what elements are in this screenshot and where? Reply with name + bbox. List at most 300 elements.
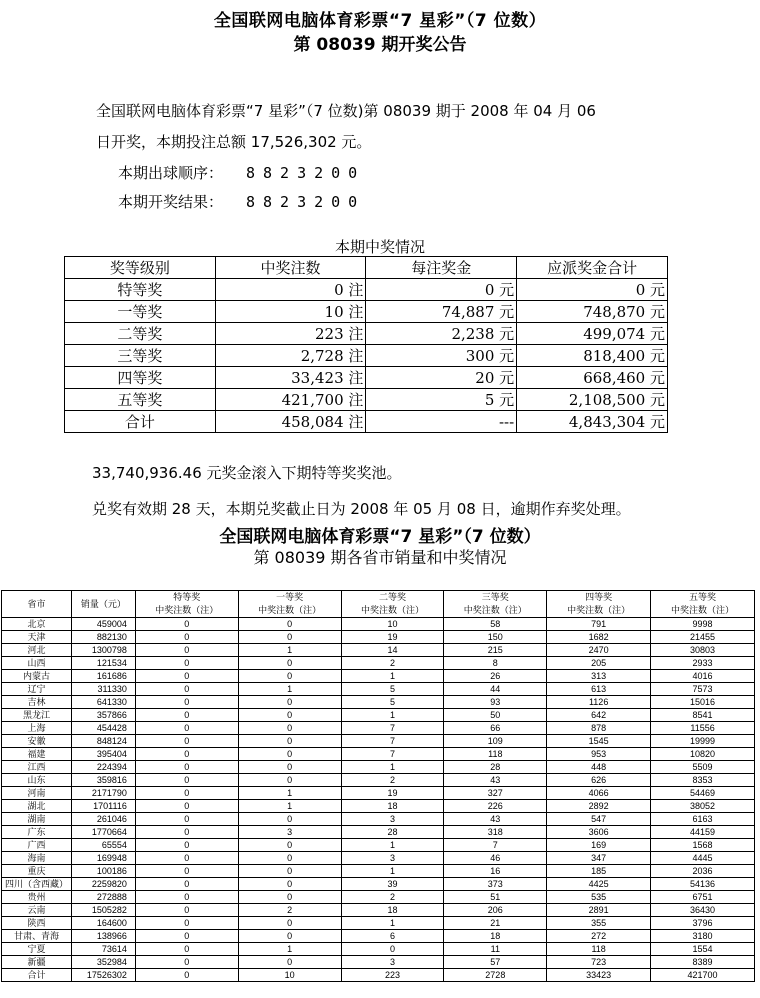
- prov-level-5: 1554: [651, 943, 755, 956]
- prize-row: [65, 301, 668, 323]
- prov-level-2: 1: [341, 761, 444, 774]
- prov-level-5: 6163: [651, 813, 755, 826]
- prov-level-5: 2036: [651, 865, 755, 878]
- prov-sales: 357866: [71, 709, 135, 722]
- prov-level-0: 0: [135, 657, 238, 670]
- prov-level-0: 0: [135, 969, 238, 982]
- prov-level-3: 118: [444, 748, 547, 761]
- prov-sales: 100186: [71, 865, 135, 878]
- prov-level-1: 0: [238, 670, 341, 683]
- prov-level-2: 2: [341, 657, 444, 670]
- prov-level-4: 1545: [547, 735, 651, 748]
- prize-total: 2,108,500 元: [517, 389, 668, 411]
- prov-level-3: 26: [444, 670, 547, 683]
- prize-amount: 74,887 元: [366, 301, 517, 323]
- prize-row: [65, 279, 668, 301]
- prov-level-5: 8389: [651, 956, 755, 969]
- prize-total: 4,843,304 元: [517, 411, 668, 433]
- prov-sales: 395404: [71, 748, 135, 761]
- prov-sales: 359816: [71, 774, 135, 787]
- prov-level-0: 0: [135, 774, 238, 787]
- prov-level-3: 226: [444, 800, 547, 813]
- province-row: [2, 956, 755, 969]
- announcement-issue-title: 第 08039 期开奖公告: [293, 35, 467, 55]
- prov-name: 辽宁: [2, 683, 72, 696]
- prov-name: 吉林: [2, 696, 72, 709]
- province-table-header: [2, 591, 755, 618]
- draw-order-row: [118, 162, 365, 183]
- prov-level-2: 3: [341, 852, 444, 865]
- prov-level-4: 2892: [547, 800, 651, 813]
- prov-level-2: 10: [341, 618, 444, 631]
- prize-header-amount: 每注奖金: [366, 257, 517, 279]
- prov-level-2: 2: [341, 891, 444, 904]
- prov-level-1: 0: [238, 917, 341, 930]
- prov-level-4: 626: [547, 774, 651, 787]
- prize-amount: 5 元: [366, 389, 517, 411]
- prov-sales: 121534: [71, 657, 135, 670]
- prov-level-0: 0: [135, 839, 238, 852]
- prov-sales: 311330: [71, 683, 135, 696]
- prov-level-0: 0: [135, 943, 238, 956]
- prize-total: 0 元: [517, 279, 668, 301]
- prize-total: 668,460 元: [517, 367, 668, 389]
- prov-header-level: [135, 591, 238, 618]
- prize-level: 三等奖: [65, 345, 216, 367]
- prize-count: 10 注: [215, 301, 366, 323]
- province-row: [2, 891, 755, 904]
- prov-level-4: 169: [547, 839, 651, 852]
- prov-level-1: 0: [238, 735, 341, 748]
- prov-level-4: 4066: [547, 787, 651, 800]
- province-row: [2, 722, 755, 735]
- prov-sales: 2171790: [71, 787, 135, 800]
- prov-header-level: [547, 591, 651, 618]
- prov-level-4: 2891: [547, 904, 651, 917]
- prov-sales: 1701116: [71, 800, 135, 813]
- prov-level-1: 0: [238, 618, 341, 631]
- prov-name: 海南: [2, 852, 72, 865]
- prize-amount: 0 元: [366, 279, 517, 301]
- draw-order-label: 本期出球顺序：: [118, 164, 224, 182]
- province-row: [2, 670, 755, 683]
- prov-level-4: 723: [547, 956, 651, 969]
- prize-amount: 20 元: [366, 367, 517, 389]
- prov-level-5: 9998: [651, 618, 755, 631]
- prize-level: 二等奖: [65, 323, 216, 345]
- prov-name: 广西: [2, 839, 72, 852]
- prov-name: 上海: [2, 722, 72, 735]
- prov-level-0: 0: [135, 826, 238, 839]
- prov-level-4: 205: [547, 657, 651, 670]
- prov-name: 四川（含西藏）: [2, 878, 72, 891]
- prize-row: [65, 323, 668, 345]
- prize-table-body: [65, 279, 668, 433]
- prov-header-level-name: 三等奖: [481, 592, 509, 602]
- prize-count: 33,423 注: [215, 367, 366, 389]
- prov-sales: 2259820: [71, 878, 135, 891]
- prov-sales: 882130: [71, 631, 135, 644]
- prov-level-3: 43: [444, 813, 547, 826]
- prov-level-1: 0: [238, 696, 341, 709]
- prov-level-0: 0: [135, 761, 238, 774]
- redeem-note: 兑奖有效期 28 天，本期兑奖截止日为 2008 年 05 月 08 日，逾期作弃奖处理。: [92, 500, 631, 518]
- prov-sales: 641330: [71, 696, 135, 709]
- prov-name: 内蒙古: [2, 670, 72, 683]
- prov-level-4: 1126: [547, 696, 651, 709]
- prov-level-1: 0: [238, 878, 341, 891]
- prize-level: 特等奖: [65, 279, 216, 301]
- prov-level-0: 0: [135, 722, 238, 735]
- prov-level-5: 4445: [651, 852, 755, 865]
- province-row: [2, 618, 755, 631]
- prize-total: 499,074 元: [517, 323, 668, 345]
- province-row: [2, 748, 755, 761]
- prize-level: 一等奖: [65, 301, 216, 323]
- prov-level-2: 5: [341, 683, 444, 696]
- prov-name: 山西: [2, 657, 72, 670]
- province-row: [2, 800, 755, 813]
- prov-level-4: 355: [547, 917, 651, 930]
- province-row: [2, 865, 755, 878]
- prov-sales: 848124: [71, 735, 135, 748]
- prov-header-level: [341, 591, 444, 618]
- prov-sales: 272888: [71, 891, 135, 904]
- prov-level-3: 21: [444, 917, 547, 930]
- prov-header-sub: 中奖注数（注）: [567, 605, 631, 615]
- prov-level-0: 0: [135, 813, 238, 826]
- prov-level-0: 0: [135, 748, 238, 761]
- prov-level-4: 347: [547, 852, 651, 865]
- province-row: [2, 631, 755, 644]
- prov-level-2: 223: [341, 969, 444, 982]
- prov-level-5: 11556: [651, 722, 755, 735]
- prov-level-3: 327: [444, 787, 547, 800]
- prov-level-4: 613: [547, 683, 651, 696]
- prize-count: 458,084 注: [215, 411, 366, 433]
- prov-level-3: 43: [444, 774, 547, 787]
- province-table-body: [2, 618, 755, 982]
- prov-level-4: 313: [547, 670, 651, 683]
- prov-level-3: 51: [444, 891, 547, 904]
- prov-name: 福建: [2, 748, 72, 761]
- prov-level-5: 30803: [651, 644, 755, 657]
- prov-level-1: 2: [238, 904, 341, 917]
- prov-level-4: 4425: [547, 878, 651, 891]
- prov-name: 湖北: [2, 800, 72, 813]
- prov-level-0: 0: [135, 930, 238, 943]
- prov-header-level-name: 二等奖: [378, 592, 406, 602]
- province-row: [2, 774, 755, 787]
- prov-level-0: 0: [135, 852, 238, 865]
- prov-sales: 1505282: [71, 904, 135, 917]
- prov-level-3: 28: [444, 761, 547, 774]
- prov-level-0: 0: [135, 865, 238, 878]
- prov-level-2: 14: [341, 644, 444, 657]
- prov-name: 北京: [2, 618, 72, 631]
- prov-header-sub: 中奖注数（注）: [360, 605, 424, 615]
- prov-level-3: 93: [444, 696, 547, 709]
- prize-table-header: [65, 257, 668, 279]
- prov-header-level-name: 五等奖: [689, 592, 717, 602]
- prov-level-2: 19: [341, 787, 444, 800]
- prov-sales: 459004: [71, 618, 135, 631]
- prov-name: 湖南: [2, 813, 72, 826]
- prov-level-3: 8: [444, 657, 547, 670]
- intro-line-2: 日开奖，本期投注总额 17,526,302 元。: [96, 133, 372, 151]
- province-row: [2, 839, 755, 852]
- prov-level-2: 19: [341, 631, 444, 644]
- prov-level-5: 6751: [651, 891, 755, 904]
- prov-name: 宁夏: [2, 943, 72, 956]
- prize-total: 818,400 元: [517, 345, 668, 367]
- prov-name: 甘肃、青海: [2, 930, 72, 943]
- province-row: [2, 813, 755, 826]
- prov-sales: 169948: [71, 852, 135, 865]
- prov-level-1: 10: [238, 969, 341, 982]
- prov-level-3: 16: [444, 865, 547, 878]
- prov-header-level: [238, 591, 341, 618]
- prov-level-3: 46: [444, 852, 547, 865]
- prov-level-0: 0: [135, 904, 238, 917]
- prov-level-2: 3: [341, 813, 444, 826]
- prov-level-0: 0: [135, 631, 238, 644]
- draw-result-label: 本期开奖结果：: [118, 193, 224, 211]
- prov-level-2: 3: [341, 956, 444, 969]
- prov-header-sub: 中奖注数（注）: [155, 605, 219, 615]
- prov-name: 广东: [2, 826, 72, 839]
- prov-level-3: 373: [444, 878, 547, 891]
- prov-level-1: 0: [238, 761, 341, 774]
- rollover-note: 33,740,936.46 元奖金滚入下期特等奖奖池。: [92, 464, 402, 482]
- prize-total: 748,870 元: [517, 301, 668, 323]
- prov-level-2: 5: [341, 696, 444, 709]
- prize-amount: ---: [366, 411, 517, 433]
- prov-level-3: 7: [444, 839, 547, 852]
- prov-header-level: [651, 591, 755, 618]
- province-row: [2, 826, 755, 839]
- prov-level-1: 0: [238, 657, 341, 670]
- prov-level-5: 4016: [651, 670, 755, 683]
- prov-name: 山东: [2, 774, 72, 787]
- intro-line-1: 全国联网电脑体育彩票“7 星彩”（7 位数)第 08039 期于 2008 年 04 月 06: [96, 102, 596, 120]
- prov-level-1: 0: [238, 631, 341, 644]
- prov-level-2: 1: [341, 670, 444, 683]
- prov-level-2: 1: [341, 839, 444, 852]
- prov-level-4: 878: [547, 722, 651, 735]
- prov-level-3: 318: [444, 826, 547, 839]
- prize-header-level: 奖等级别: [65, 257, 216, 279]
- prov-name: 新疆: [2, 956, 72, 969]
- prov-level-3: 50: [444, 709, 547, 722]
- province-row: [2, 969, 755, 982]
- province-row: [2, 852, 755, 865]
- prov-header-level-name: 一等奖: [276, 592, 304, 602]
- prize-count: 2,728 注: [215, 345, 366, 367]
- prov-level-2: 39: [341, 878, 444, 891]
- prov-level-1: 1: [238, 644, 341, 657]
- prov-level-4: 642: [547, 709, 651, 722]
- prov-level-1: 0: [238, 709, 341, 722]
- prov-level-1: 0: [238, 774, 341, 787]
- prize-header-count: 中奖注数: [215, 257, 366, 279]
- prov-level-5: 54136: [651, 878, 755, 891]
- prov-level-3: 58: [444, 618, 547, 631]
- prize-count: 0 注: [215, 279, 366, 301]
- prov-level-5: 3180: [651, 930, 755, 943]
- prov-level-5: 421700: [651, 969, 755, 982]
- prov-level-0: 0: [135, 891, 238, 904]
- prov-level-1: 1: [238, 800, 341, 813]
- prov-name: 河南: [2, 787, 72, 800]
- prov-level-4: 535: [547, 891, 651, 904]
- prov-level-5: 21455: [651, 631, 755, 644]
- prov-level-1: 0: [238, 930, 341, 943]
- prov-level-5: 1568: [651, 839, 755, 852]
- prov-sales: 1300798: [71, 644, 135, 657]
- prize-count: 223 注: [215, 323, 366, 345]
- province-row: [2, 761, 755, 774]
- prov-sales: 352984: [71, 956, 135, 969]
- prov-level-4: 1682: [547, 631, 651, 644]
- prov-sales: 224394: [71, 761, 135, 774]
- draw-result-digits: 8823200: [246, 193, 366, 211]
- prize-row: [65, 389, 668, 411]
- prov-level-5: 44159: [651, 826, 755, 839]
- province-row: [2, 878, 755, 891]
- prov-header-sales: 销量（元）: [71, 591, 135, 618]
- prov-level-4: 448: [547, 761, 651, 774]
- prov-level-0: 0: [135, 670, 238, 683]
- prov-level-2: 18: [341, 904, 444, 917]
- prov-sales: 17526302: [71, 969, 135, 982]
- prov-level-4: 953: [547, 748, 651, 761]
- prov-name: 贵州: [2, 891, 72, 904]
- prov-level-4: 791: [547, 618, 651, 631]
- prize-amount: 2,238 元: [366, 323, 517, 345]
- prov-header-level: [444, 591, 547, 618]
- prov-level-1: 1: [238, 683, 341, 696]
- prov-name: 天津: [2, 631, 72, 644]
- prov-level-5: 19999: [651, 735, 755, 748]
- prov-level-3: 109: [444, 735, 547, 748]
- prov-level-5: 5509: [651, 761, 755, 774]
- prov-level-5: 3796: [651, 917, 755, 930]
- prov-level-1: 1: [238, 943, 341, 956]
- prov-level-1: 3: [238, 826, 341, 839]
- prov-level-3: 44: [444, 683, 547, 696]
- prov-level-1: 0: [238, 748, 341, 761]
- prov-level-4: 3606: [547, 826, 651, 839]
- prov-name: 江西: [2, 761, 72, 774]
- prov-level-2: 28: [341, 826, 444, 839]
- prov-level-1: 0: [238, 813, 341, 826]
- prov-level-0: 0: [135, 683, 238, 696]
- prize-row: [65, 411, 668, 433]
- prov-level-5: 10820: [651, 748, 755, 761]
- prov-level-0: 0: [135, 917, 238, 930]
- prov-level-4: 547: [547, 813, 651, 826]
- prov-level-2: 1: [341, 917, 444, 930]
- prize-count: 421,700 注: [215, 389, 366, 411]
- prov-level-1: 0: [238, 852, 341, 865]
- prov-level-4: 272: [547, 930, 651, 943]
- draw-order-digits: 8823200: [246, 164, 366, 182]
- prov-level-0: 0: [135, 644, 238, 657]
- prov-level-5: 38052: [651, 800, 755, 813]
- prov-level-3: 57: [444, 956, 547, 969]
- prov-name: 云南: [2, 904, 72, 917]
- prov-level-4: 118: [547, 943, 651, 956]
- prov-header-level-name: 特等奖: [173, 592, 201, 602]
- prov-header-province: 省市: [2, 591, 72, 618]
- prov-level-2: 7: [341, 735, 444, 748]
- prov-name: 重庆: [2, 865, 72, 878]
- prov-level-0: 0: [135, 709, 238, 722]
- prov-level-2: 7: [341, 748, 444, 761]
- prov-level-0: 0: [135, 878, 238, 891]
- prov-level-3: 206: [444, 904, 547, 917]
- prov-level-5: 8353: [651, 774, 755, 787]
- prov-sales: 164600: [71, 917, 135, 930]
- prov-level-5: 36430: [651, 904, 755, 917]
- prize-header-total: 应派奖金合计: [517, 257, 668, 279]
- prov-name: 陕西: [2, 917, 72, 930]
- prov-sales: 65554: [71, 839, 135, 852]
- prov-level-5: 15016: [651, 696, 755, 709]
- prov-level-0: 0: [135, 800, 238, 813]
- prize-table-caption: 本期中奖情况: [334, 238, 425, 256]
- prov-level-2: 2: [341, 774, 444, 787]
- province-section-subtitle: 第 08039 期各省市销量和中奖情况: [253, 548, 507, 567]
- prize-level: 合计: [65, 411, 216, 433]
- prov-name: 河北: [2, 644, 72, 657]
- prov-level-4: 33423: [547, 969, 651, 982]
- province-row: [2, 644, 755, 657]
- prov-level-1: 0: [238, 722, 341, 735]
- province-table: [1, 590, 755, 982]
- prov-level-1: 0: [238, 891, 341, 904]
- prov-level-0: 0: [135, 735, 238, 748]
- prov-level-3: 2728: [444, 969, 547, 982]
- province-row: [2, 709, 755, 722]
- prov-level-1: 0: [238, 839, 341, 852]
- province-row: [2, 735, 755, 748]
- prov-sales: 161686: [71, 670, 135, 683]
- prov-sales: 138966: [71, 930, 135, 943]
- province-row: [2, 683, 755, 696]
- province-row: [2, 696, 755, 709]
- prov-name: 安徽: [2, 735, 72, 748]
- province-row: [2, 930, 755, 943]
- province-row: [2, 787, 755, 800]
- prov-name: 黑龙江: [2, 709, 72, 722]
- prize-amount: 300 元: [366, 345, 517, 367]
- prov-level-3: 150: [444, 631, 547, 644]
- province-section-title: 全国联网电脑体育彩票“7 星彩”（7 位数）: [219, 527, 541, 547]
- prize-row: [65, 345, 668, 367]
- prov-level-5: 8541: [651, 709, 755, 722]
- prov-level-1: 0: [238, 865, 341, 878]
- prov-level-3: 11: [444, 943, 547, 956]
- prize-row: [65, 367, 668, 389]
- prov-level-2: 7: [341, 722, 444, 735]
- prov-sales: 1770664: [71, 826, 135, 839]
- prize-level: 五等奖: [65, 389, 216, 411]
- prov-sales: 454428: [71, 722, 135, 735]
- prov-name: 合计: [2, 969, 72, 982]
- province-row: [2, 657, 755, 670]
